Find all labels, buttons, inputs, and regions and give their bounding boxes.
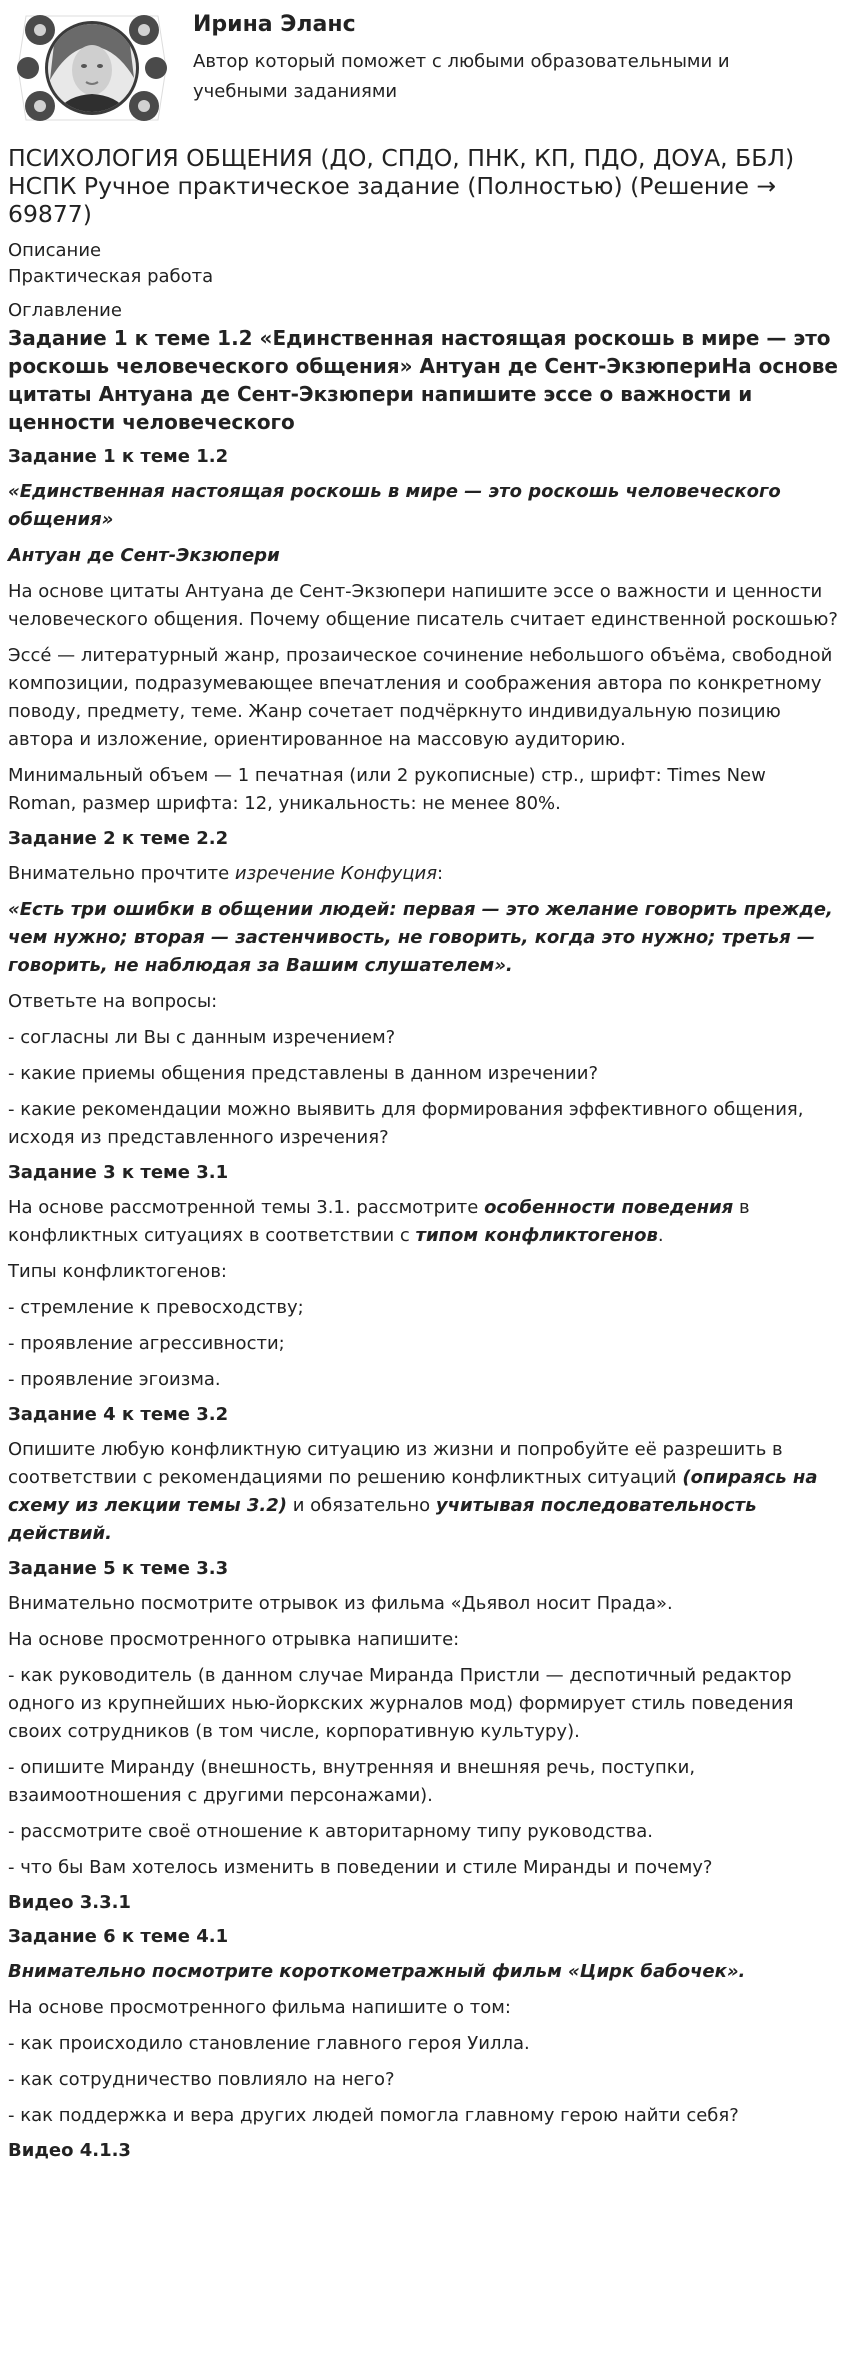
text-emphasis: особенности поведения — [484, 1197, 734, 1218]
list-item: - что бы Вам хотелось изменить в поведении и стиле Миранды и почему? — [8, 1857, 713, 1878]
task-intro — [8, 860, 839, 888]
task-6 — [8, 1924, 839, 2164]
task-paragraph: На основе просмотренного отрывка напишите: — [8, 1629, 460, 1650]
author-card — [8, 0, 839, 140]
video-label: Видео 3.3.1 — [8, 1892, 131, 1913]
text-emphasis: учитывая последовательность действий. — [8, 1495, 757, 1544]
text-run: и обязательно — [287, 1495, 436, 1516]
intro-emphasis: изречение Конфуция — [234, 863, 438, 884]
description-label: Описание — [8, 240, 102, 261]
task-quote-author: Антуан де Сент-Экзюпери — [8, 545, 280, 566]
list-item: - опишите Миранду (внешность, внутренняя и внешняя речь, поступки, взаимоотношения с другими персонажами). — [8, 1757, 696, 1806]
list-item: - как руководитель (в данном случае Миранда Пристли — деспотичный редактор одного из крупнейших нью-йоркских журналов мод) формирует стиль поведения своих сотрудников (в том числе, корпоративную культуру). — [8, 1665, 794, 1742]
video-label: Видео 4.1.3 — [8, 2140, 131, 2161]
task-1 — [8, 444, 839, 818]
document-title: ПСИХОЛОГИЯ ОБЩЕНИЯ (ДО, СПДО, ПНК, КП, ПДО, ДОУА, ББЛ) НСПК Ручное практическое задание (Полностью) (Решение → 69877) — [8, 144, 795, 228]
list-item: - как происходило становление главного героя Уилла. — [8, 2033, 530, 2054]
list-item: - согласны ли Вы с данным изречением? — [8, 1027, 396, 1048]
task-heading: Задание 5 к теме 3.3 — [8, 1558, 229, 1579]
list-item: - какие рекомендации можно выявить для формирования эффективного общения, исходя из представленного изречения? — [8, 1099, 804, 1148]
toc-label: Оглавление — [8, 300, 122, 321]
intro-text: Внимательно прочтите — [8, 863, 235, 884]
task-5 — [8, 1556, 839, 1916]
list-item: - проявление эгоизма. — [8, 1369, 221, 1390]
text-run: . — [657, 1225, 664, 1246]
author-description: Автор который поможет с любыми образовательными и учебными заданиями — [193, 51, 730, 102]
author-avatar[interactable] — [16, 8, 168, 128]
list-item: - как сотрудничество повлияло на него? — [8, 2069, 395, 2090]
task-paragraph: На основе цитаты Антуана де Сент-Экзюпери напишите эссе о важности и ценности человеческого общения. Почему общение писатель считает единственной роскошью? — [8, 581, 838, 630]
author-name[interactable]: Ирина Эланс — [193, 12, 356, 37]
intro-colon: : — [437, 863, 444, 884]
task-paragraph — [8, 1194, 839, 1250]
work-type: Практическая работа — [8, 266, 214, 287]
task-paragraph: Внимательно посмотрите отрывок из фильма «Дьявол носит Прада». — [8, 1593, 673, 1614]
task-3 — [8, 1160, 839, 1394]
list-item: - какие приемы общения представлены в данном изречении? — [8, 1063, 598, 1084]
text-emphasis: типом конфликтогенов — [415, 1225, 658, 1246]
task-intro: Внимательно посмотрите короткометражный фильм «Цирк бабочек». — [8, 1961, 746, 1982]
text-run: На основе рассмотренной темы 3.1. рассмотрите — [8, 1197, 485, 1218]
task-heading: Задание 2 к теме 2.2 — [8, 828, 229, 849]
task-paragraph: Эссе́ — литературный жанр, прозаическое сочинение небольшого объёма, свободной композиции, подразумевающее впечатления и соображения автора по конкретному поводу, предмету, теме. Жанр сочетает подчёркнуто индивидуальную позицию автора и изложение, ориентированное на массовую аудиторию. — [8, 645, 833, 750]
task-heading: Задание 4 к теме 3.2 — [8, 1404, 229, 1425]
task-paragraph — [8, 1436, 839, 1548]
task-paragraph: Минимальный объем — 1 печатная (или 2 рукописные) стр., шрифт: Times New Roman, размер шрифта: 12, уникальность: не менее 80%. — [8, 765, 766, 814]
list-item: - рассмотрите своё отношение к авторитарному типу руководства. — [8, 1821, 653, 1842]
list-item: - проявление агрессивности; — [8, 1333, 285, 1354]
text-emphasis: (опираясь на схему из лекции темы 3.2) — [8, 1467, 818, 1516]
task-quote: «Единственная настоящая роскошь в мире — это роскошь человеческого общения» — [8, 481, 781, 530]
task-heading: Задание 3 к теме 3.1 — [8, 1162, 229, 1183]
task-paragraph: На основе просмотренного фильма напишите о том: — [8, 1997, 511, 2018]
task-heading: Задание 1 к теме 1.2 — [8, 446, 229, 467]
task-paragraph: Ответьте на вопросы: — [8, 991, 218, 1012]
task-quote: «Есть три ошибки в общении людей: первая — это желание говорить прежде, чем нужно; вторая — застенчивость, не говорить, когда это нужно; третья — говорить, не наблюдая за Вашим слушателем». — [8, 899, 833, 976]
list-item: - стремление к превосходству; — [8, 1297, 304, 1318]
list-item: - как поддержка и вера других людей помогла главному герою найти себя? — [8, 2105, 739, 2126]
text-run: Опишите любую конфликтную ситуацию из жизни и попробуйте её разрешить в соответствии с рекомендациями по решению конфликтных ситуаций — [8, 1439, 783, 1488]
task-heading: Задание 6 к теме 4.1 — [8, 1926, 229, 1947]
task-4 — [8, 1402, 839, 1548]
toc-heading: Задание 1 к теме 1.2 «Единственная настоящая роскошь в мире — это роскошь человеческого общения» Антуан де Сент-ЭкзюпериНа основе цитаты Антуана де Сент-Экзюпери напишите эссе о важности и ценности человеческого — [8, 326, 838, 434]
text-run: в конфликтных ситуациях в соответствии с — [8, 1197, 750, 1246]
task-2 — [8, 826, 839, 1152]
task-paragraph: Типы конфликтогенов: — [8, 1261, 227, 1282]
